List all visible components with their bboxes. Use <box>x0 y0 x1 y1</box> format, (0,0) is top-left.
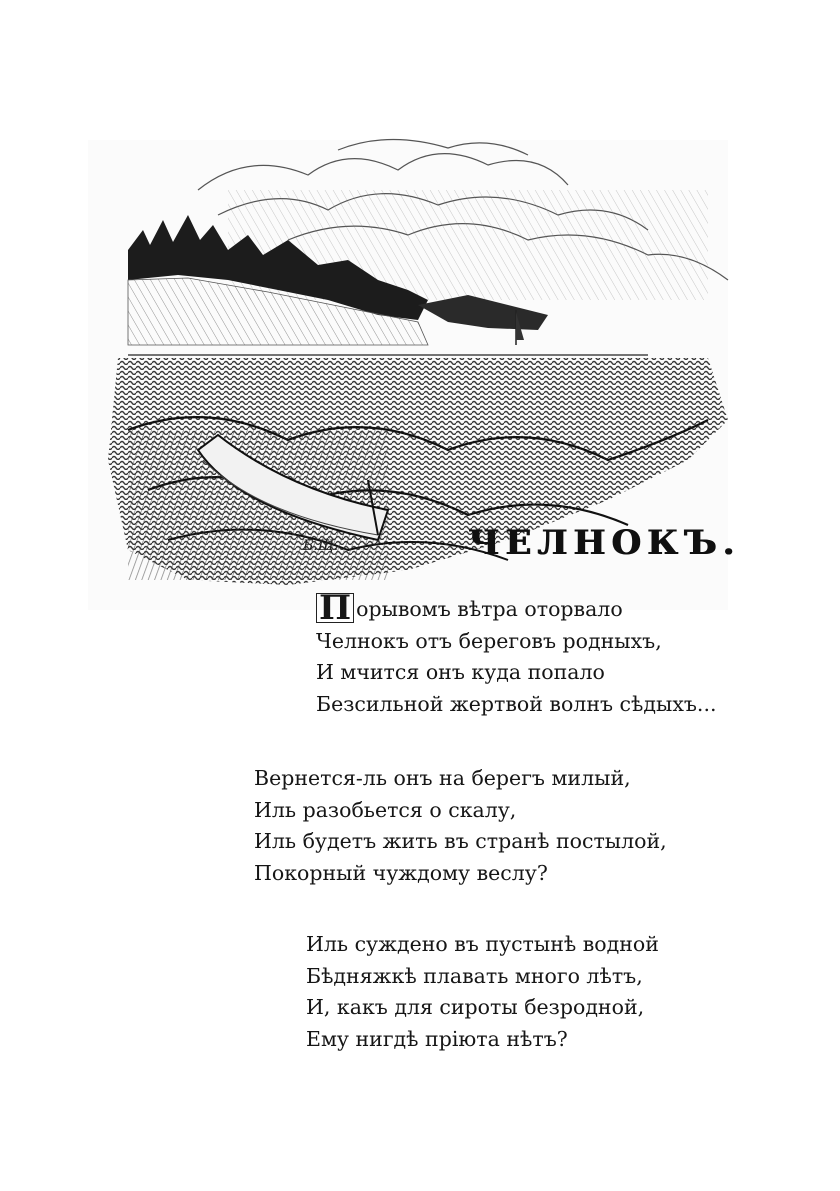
stanza-3-line-3: И, какъ для сироты безродной, <box>306 995 645 1019</box>
stanza-1-line-2: Челнокъ отъ береговъ родныхъ, <box>316 628 662 653</box>
stanza-1-line-4: Безсильной жертвой волнъ сѣдыхъ... <box>316 691 717 716</box>
stanza-3-line-2: Бѣдняжкѣ плавать много лѣтъ, <box>306 963 643 988</box>
poem-title: ЧЕЛНОКЪ. <box>468 523 741 563</box>
stanza-1-line-3: И мчится онъ куда попало <box>316 660 605 684</box>
stanza-1-line-1 <box>316 588 716 628</box>
stanza-1 <box>316 588 717 720</box>
stanza-3-line-4: Ему нигдѣ пріюта нѣтъ? <box>306 1026 568 1051</box>
stanza-2-line-4: Покорный чуждому веслу? <box>254 860 548 885</box>
engraver-monogram: Б.Щ. <box>303 538 339 554</box>
stanza-2 <box>254 763 667 889</box>
stanza-2-line-1: Вернется-ль онъ на берегъ милый, <box>254 766 631 790</box>
stanza-1-line-1-text: орывомъ вѣтра оторвало <box>356 597 623 621</box>
stanza-3 <box>306 929 659 1055</box>
stanza-2-line-3: Иль будетъ жить въ странѣ постылой, <box>254 829 667 853</box>
stanza-2-line-2: Иль разобьется о скалу, <box>254 797 517 822</box>
drop-cap: П <box>316 593 354 623</box>
stanza-3-line-1: Иль суждено въ пустынѣ водной <box>306 932 659 956</box>
